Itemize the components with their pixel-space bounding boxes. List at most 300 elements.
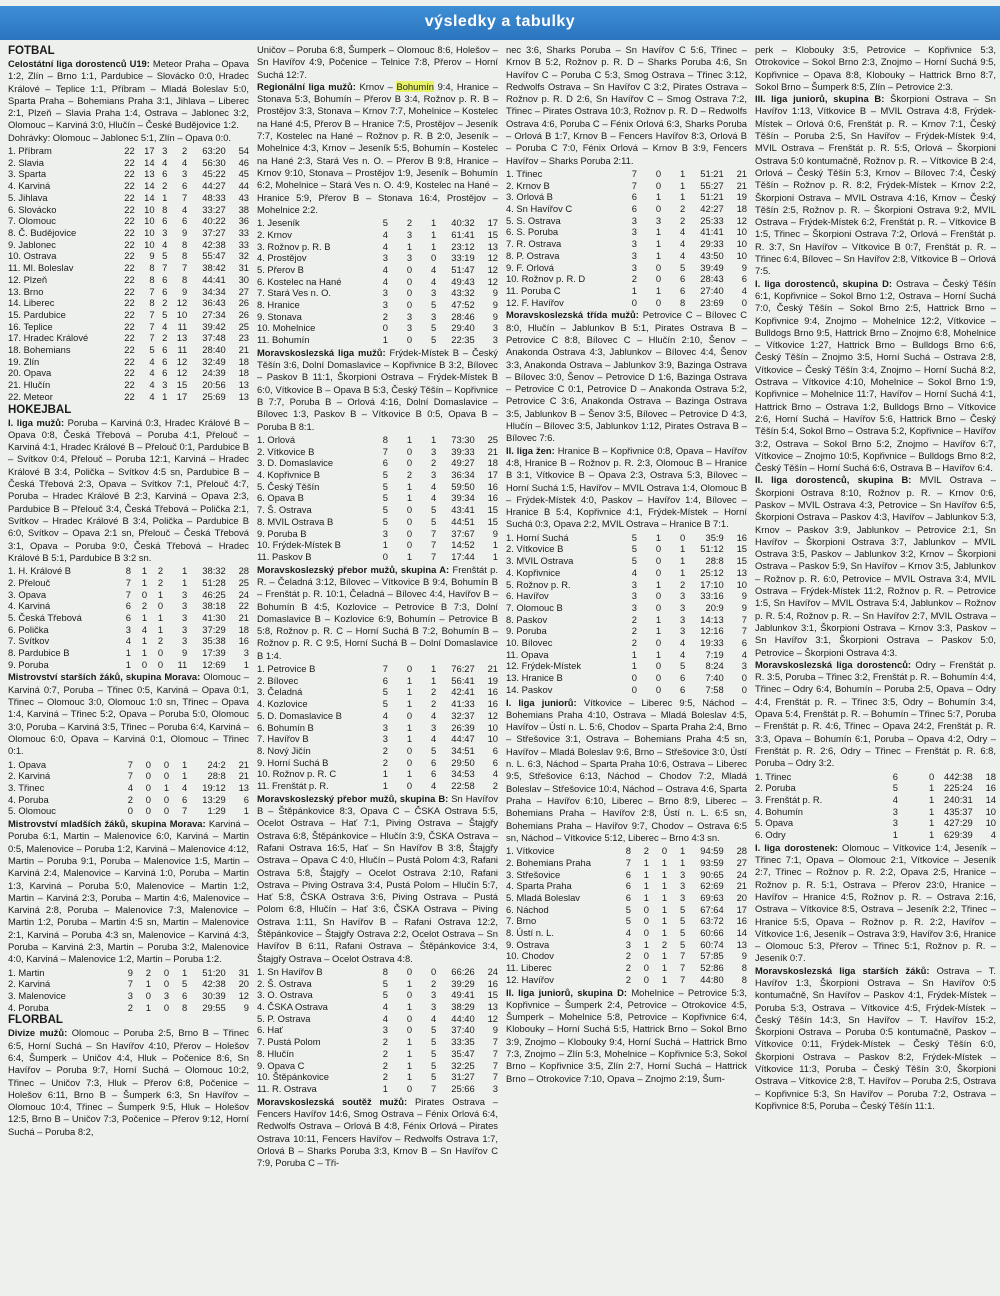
points-cell: 9 bbox=[741, 601, 747, 613]
stat-cell: 6 bbox=[181, 990, 188, 1001]
stat-cell: 5 bbox=[631, 555, 637, 567]
score-cell: 31:27 bbox=[451, 1071, 475, 1083]
team-name: 9. Opava C bbox=[257, 1059, 305, 1071]
score-cell: 25:66 bbox=[451, 1083, 475, 1094]
stat-cell: 1 bbox=[655, 191, 662, 203]
stat-cell: 1 bbox=[430, 240, 437, 252]
table-row bbox=[8, 782, 249, 794]
stat-cell: 1 bbox=[631, 660, 637, 672]
team-name: 6. Slovácko bbox=[8, 203, 57, 215]
results-paragraph bbox=[8, 58, 249, 132]
score-cell: 33:16 bbox=[700, 590, 724, 602]
team-name: 7. Olomouc bbox=[8, 215, 56, 227]
points-cell: 19 bbox=[736, 191, 747, 203]
stat-cell: 5 bbox=[382, 515, 388, 527]
results-paragraph bbox=[755, 659, 996, 770]
stat-cell: 5 bbox=[430, 334, 437, 346]
stat-cell: 0 bbox=[406, 780, 413, 792]
stat-cell: 1 bbox=[162, 390, 168, 402]
team-name: 9. Jablonec bbox=[8, 238, 56, 250]
stat-cell: 0 bbox=[655, 179, 662, 191]
score-cell: 35:38 bbox=[202, 635, 226, 647]
stat-cell: 5 bbox=[679, 927, 686, 939]
column-3 bbox=[506, 44, 747, 1292]
stat-cell: 7 bbox=[181, 262, 188, 274]
table-row bbox=[8, 274, 249, 286]
table-row bbox=[8, 239, 249, 251]
stat-cell: 14 bbox=[144, 180, 155, 192]
points-cell: 1 bbox=[492, 539, 498, 551]
stat-cell: 1 bbox=[406, 433, 413, 445]
table-row bbox=[506, 637, 747, 649]
points-cell: 21 bbox=[736, 167, 747, 179]
results-paragraph bbox=[8, 671, 249, 757]
team-name: 4. Bohumín bbox=[755, 805, 803, 817]
stat-cell: 1 bbox=[661, 903, 668, 915]
points-cell: 3 bbox=[492, 322, 498, 334]
stat-cell: 1 bbox=[655, 238, 662, 250]
team-name: 18. Bohemians bbox=[8, 344, 71, 356]
team-name: 12. Frýdek-Místek bbox=[506, 660, 582, 672]
competition-name: Moravskoslezská třída mužů: bbox=[506, 309, 639, 321]
stat-cell: 2 bbox=[643, 845, 650, 857]
stat-cell: 0 bbox=[157, 600, 164, 612]
stat-cell: 1 bbox=[655, 578, 662, 590]
stat-cell: 5 bbox=[679, 938, 686, 950]
results-paragraph bbox=[257, 81, 498, 216]
table-row bbox=[257, 780, 498, 792]
stat-cell: 2 bbox=[625, 973, 631, 985]
team-name: 5. Olomouc bbox=[8, 805, 56, 817]
score-cell: 44:41 bbox=[202, 273, 226, 285]
stat-cell: 5 bbox=[892, 782, 899, 794]
stat-cell: 0 bbox=[406, 527, 413, 539]
table-row bbox=[257, 1001, 498, 1013]
stat-cell: 2 bbox=[430, 457, 437, 469]
stat-cell: 4 bbox=[149, 390, 155, 402]
stat-cell: 4 bbox=[382, 263, 388, 275]
table-row bbox=[257, 663, 498, 675]
table-row bbox=[257, 469, 498, 481]
points-cell: 19 bbox=[487, 674, 498, 686]
points-cell: 14 bbox=[985, 793, 996, 805]
table-row bbox=[506, 845, 747, 857]
stat-cell: 2 bbox=[679, 214, 686, 226]
stat-cell: 2 bbox=[430, 686, 437, 698]
stat-cell: 0 bbox=[406, 965, 413, 977]
standings-table bbox=[8, 145, 249, 402]
score-cell: 42:27 bbox=[700, 203, 724, 215]
points-cell: 3 bbox=[243, 647, 249, 659]
points-cell: 18 bbox=[487, 457, 498, 469]
stat-cell: 5 bbox=[181, 978, 188, 990]
stat-cell: 3 bbox=[382, 287, 388, 299]
stat-cell: 3 bbox=[382, 1024, 388, 1036]
stat-cell: 0 bbox=[655, 601, 662, 613]
stat-cell: 22 bbox=[124, 332, 135, 344]
stat-cell: 7 bbox=[679, 950, 686, 962]
table-row bbox=[506, 857, 747, 869]
score-cell: 33:35 bbox=[451, 1036, 475, 1048]
stat-cell: 8 bbox=[181, 250, 188, 262]
points-cell: 15 bbox=[736, 555, 747, 567]
score-cell: 38:18 bbox=[202, 600, 226, 612]
stat-cell: 5 bbox=[430, 1059, 437, 1071]
table-row bbox=[257, 217, 498, 229]
points-cell: 21 bbox=[238, 758, 249, 770]
stat-cell: 3 bbox=[631, 238, 637, 250]
team-name: 5. Mladá Boleslav bbox=[506, 891, 580, 903]
stat-cell: 4 bbox=[625, 927, 631, 939]
stat-cell: 1 bbox=[181, 770, 188, 782]
stat-cell: 11 bbox=[177, 320, 188, 332]
stat-cell: 5 bbox=[382, 686, 388, 698]
stat-cell: 1 bbox=[679, 555, 686, 567]
competition-name: Mistrovství starších žáků, skupina Morava: bbox=[8, 671, 201, 683]
stat-cell: 4 bbox=[181, 781, 188, 793]
competition-name: II. liga žen: bbox=[506, 444, 555, 456]
table-row bbox=[506, 974, 747, 986]
team-name: 4. Sn Havířov C bbox=[506, 203, 573, 215]
competition-name: Moravskoslezská liga dorostenců: bbox=[755, 658, 912, 670]
score-cell: 19:33 bbox=[700, 637, 724, 649]
stat-cell: 4 bbox=[679, 226, 686, 238]
score-cell: 28:43 bbox=[700, 273, 724, 285]
stat-cell: 5 bbox=[430, 515, 437, 527]
stat-cell: 3 bbox=[127, 990, 133, 1001]
table-row bbox=[257, 1024, 498, 1036]
stat-cell: 0 bbox=[655, 296, 662, 308]
table-row bbox=[8, 332, 249, 344]
stat-cell: 1 bbox=[406, 674, 413, 686]
table-row bbox=[8, 227, 249, 239]
results-text: Olomouc – Vítkovice 1:4, Jeseník – Třinec 7:1, Opava – Olomouc 2:1, Vítkovice – Jeseník 2:7, Třinec – Rožnov p. R. 2:2, Opava 2:5, Hranice – Rožnov p. R. 5:1, Ostrava – Přerov 23:0, Hranice – Havířov – Hranice 4:5, Rožnov p. R. – Ostrava 2:16, Ostrava – Vítkovice 8:5, Ostrava – Jeseník 2:2, Třinec – Hranice 5:5, Opava – Rožnov p. R. 2:2, Havířov – Vítkovice 1:6, Jeseník – Ostrava 3:9, Havířov 3:6, Hranice – Olomouc 5:3, Přerov – Třinec 5:1, Rožnov p. R. – Jeseník 0:7. bbox=[755, 841, 996, 964]
table-row bbox=[257, 675, 498, 687]
table-row bbox=[257, 264, 498, 276]
stat-cell: 2 bbox=[625, 950, 631, 962]
team-name: 12. F. Havířov bbox=[506, 296, 564, 308]
score-cell: 66:26 bbox=[451, 965, 475, 977]
stat-cell: 3 bbox=[382, 527, 388, 539]
stat-cell: 6 bbox=[679, 672, 686, 684]
column-1 bbox=[8, 44, 249, 1292]
table-row bbox=[8, 1002, 249, 1014]
points-cell: 12 bbox=[736, 214, 747, 226]
stat-cell: 7 bbox=[125, 588, 131, 600]
points-cell: 6 bbox=[243, 793, 249, 805]
table-row bbox=[506, 238, 747, 250]
standings-table bbox=[506, 168, 747, 308]
points-cell: 32 bbox=[238, 250, 249, 262]
stat-cell: 1 bbox=[141, 565, 148, 577]
table-row bbox=[8, 647, 249, 659]
stat-cell: 0 bbox=[406, 756, 413, 768]
stat-cell: 0 bbox=[655, 637, 662, 649]
table-row bbox=[257, 322, 498, 334]
team-name: 10. Štěpánkovice bbox=[257, 1071, 329, 1083]
stat-cell: 3 bbox=[430, 445, 437, 457]
stat-cell: 1 bbox=[406, 733, 413, 745]
points-cell: 12 bbox=[487, 709, 498, 721]
score-cell: 34:53 bbox=[451, 768, 475, 780]
stat-cell: 7 bbox=[149, 285, 155, 297]
team-name: 12. Havířov bbox=[506, 973, 554, 985]
stat-cell: 3 bbox=[181, 588, 188, 600]
stat-cell: 1 bbox=[661, 927, 668, 939]
points-cell: 13 bbox=[736, 566, 747, 578]
team-name: 8. Paskov bbox=[506, 613, 548, 625]
stat-cell: 6 bbox=[382, 457, 388, 469]
score-cell: 59:50 bbox=[451, 480, 475, 492]
stat-cell: 1 bbox=[661, 856, 668, 868]
stat-cell: 1 bbox=[162, 191, 168, 203]
stat-cell: 3 bbox=[163, 990, 170, 1001]
stat-cell: 4 bbox=[127, 781, 133, 793]
stat-cell: 7 bbox=[430, 1083, 437, 1094]
results-paragraph bbox=[755, 965, 996, 1113]
stat-cell: 1 bbox=[406, 698, 413, 710]
stat-cell: 7 bbox=[631, 167, 637, 179]
stat-cell: 1 bbox=[661, 880, 668, 892]
stat-cell: 0 bbox=[163, 793, 170, 805]
score-cell: 42:38 bbox=[202, 978, 226, 990]
stat-cell: 6 bbox=[181, 180, 188, 192]
table-row bbox=[506, 250, 747, 262]
stat-cell: 5 bbox=[625, 915, 631, 927]
stat-cell: 22 bbox=[124, 203, 135, 215]
table-row bbox=[257, 1048, 498, 1060]
table-row bbox=[506, 869, 747, 881]
team-name: 1. Třinec bbox=[755, 770, 792, 782]
table-row bbox=[257, 1060, 498, 1072]
sport-heading: FOTBAL bbox=[8, 45, 55, 57]
stat-cell: 1 bbox=[430, 217, 437, 229]
team-name: 2. Vítkovice B bbox=[257, 445, 315, 457]
stat-cell: 13 bbox=[144, 168, 155, 180]
team-name: 6. Kostelec na Hané bbox=[257, 275, 342, 287]
team-name: 1. Sn Havířov B bbox=[257, 965, 323, 977]
team-name: 5. S. Ostrava bbox=[506, 214, 561, 226]
stat-cell: 3 bbox=[679, 868, 686, 880]
stat-cell: 0 bbox=[643, 927, 650, 939]
points-cell: 9 bbox=[492, 527, 498, 539]
score-cell: 44:47 bbox=[451, 733, 475, 745]
stat-cell: 0 bbox=[141, 658, 148, 670]
points-cell: 16 bbox=[487, 698, 498, 710]
competition-name: Moravskoslezský přebor mužů, skupina B: bbox=[257, 792, 449, 804]
stat-cell: 3 bbox=[631, 590, 637, 602]
stat-cell: 0 bbox=[145, 990, 152, 1001]
points-cell: 16 bbox=[487, 977, 498, 989]
results-paragraph bbox=[755, 474, 996, 658]
stat-cell: 3 bbox=[655, 214, 662, 226]
stat-cell: 22 bbox=[124, 344, 135, 356]
stat-cell: 5 bbox=[382, 977, 388, 989]
stat-cell: 0 bbox=[163, 966, 170, 978]
score-cell: 51:21 bbox=[700, 191, 724, 203]
table-row bbox=[257, 299, 498, 311]
stat-cell: 0 bbox=[655, 167, 662, 179]
score-cell: 7:19 bbox=[705, 648, 724, 660]
table-row bbox=[257, 989, 498, 1001]
table-row bbox=[506, 285, 747, 297]
results-text: Frýdek-Místek B – Český Těšín 3:6, Dolní Domaslavice – Kopřivnice B 3:2, Bílovec – Paskov B 11:1, Škorpioni Ostrava – Frýdek-Místek B 6:0, Vítkovice B – Opava B 5:3, Český Těšín – Kopřivnice B 7:7, Poruba B – Orlová 4:16, Dolní Domaslavice – Bílovec 1:3, Paskov B – Vítkovice B 0:5, Opava B – Poruba B 8:1. bbox=[257, 346, 498, 432]
stat-cell: 0 bbox=[679, 531, 686, 543]
stat-cell: 4 bbox=[149, 355, 155, 367]
score-cell: 46:25 bbox=[202, 588, 226, 600]
table-row bbox=[506, 939, 747, 951]
table-row bbox=[8, 565, 249, 577]
stat-cell: 8 bbox=[149, 297, 155, 309]
score-cell: 17:39 bbox=[202, 647, 226, 659]
stat-cell: 5 bbox=[430, 322, 437, 334]
team-name: 3. Rožnov p. R. B bbox=[257, 240, 331, 252]
stat-cell: 0 bbox=[406, 287, 413, 299]
stat-cell: 0 bbox=[406, 515, 413, 527]
points-cell: 15 bbox=[736, 543, 747, 555]
stat-cell: 0 bbox=[145, 805, 152, 817]
stat-cell: 1 bbox=[679, 856, 686, 868]
score-cell: 34:51 bbox=[451, 745, 475, 756]
team-name: 4. Karviná bbox=[8, 180, 51, 192]
points-cell: 15 bbox=[487, 515, 498, 527]
team-name: 4. ČSKA Ostrava bbox=[257, 1001, 328, 1013]
points-cell: 25 bbox=[487, 433, 498, 445]
stat-cell: 6 bbox=[162, 215, 168, 227]
stat-cell: 1 bbox=[655, 285, 662, 296]
highlighted-text: Bohumín bbox=[396, 80, 434, 92]
team-name: 5. D. Domaslavice B bbox=[257, 709, 342, 721]
table-row bbox=[8, 967, 249, 979]
score-cell: 28:46 bbox=[451, 310, 475, 322]
stat-cell: 3 bbox=[181, 168, 188, 180]
stat-cell: 0 bbox=[631, 683, 637, 695]
stat-cell: 5 bbox=[679, 903, 686, 915]
points-cell: 25 bbox=[238, 320, 249, 332]
table-row bbox=[506, 625, 747, 637]
stat-cell: 1 bbox=[181, 966, 188, 978]
stat-cell: 0 bbox=[655, 683, 662, 695]
stat-cell: 3 bbox=[406, 322, 413, 334]
stat-cell: 5 bbox=[382, 989, 388, 1001]
score-cell: 90:65 bbox=[700, 868, 724, 880]
table-row bbox=[506, 649, 747, 661]
results-text: Krnov – bbox=[355, 80, 397, 92]
stat-cell: 22 bbox=[124, 320, 135, 332]
stat-cell: 1 bbox=[679, 179, 686, 191]
score-cell: 61:41 bbox=[451, 228, 475, 240]
results-text: perk – Klobouky 3:5, Petrovice – Kopřivnice 5:3, Otrokovice – Sokol Brno 2:3, Znojmo – Horní Suchá 9:5, Kopřivnice – Opava 8:8, Klobouky – Hattrick Brno 8:7, Sokol Brno – Šumperk 8:5, Zlín – Petrovice 2:3. bbox=[755, 44, 996, 92]
team-name: 13. Brno bbox=[8, 285, 44, 297]
team-name: 7. Havířov B bbox=[257, 733, 309, 745]
stat-cell: 6 bbox=[181, 793, 188, 805]
score-cell: 25:33 bbox=[700, 214, 724, 226]
score-cell: 67:64 bbox=[700, 903, 724, 915]
table-row bbox=[8, 612, 249, 624]
stat-cell: 7 bbox=[181, 191, 188, 203]
score-cell: 43:50 bbox=[700, 249, 724, 261]
table-row bbox=[8, 759, 249, 771]
stat-cell: 2 bbox=[162, 180, 168, 192]
stat-cell: 1 bbox=[163, 781, 170, 793]
results-text: Hranice B – Kopřivnice 0:8, Opava – Havířov 4:8, Hranice B – Rožnov p. R. 2:3, Olomouc B – Hranice B 3:1, Vítkovice B – Opava 2:3, Ostrava 5:3, Bílovec – Horní Suchá 1:5, Havířov – MVIL Ostrava 1:4, Olomouc B – Frýdek-Místek 4:0, Paskov – Havířov 1:4, Bílovec – Hranice B 5:4, Kopřivnice 4:1, Frýdek-Místek – Horní Suchá 0:3, Opava 2:2, MVIL Ostrava – Hranice B 7:1. bbox=[506, 444, 747, 530]
table-row bbox=[8, 356, 249, 368]
team-name: 9. Poruba bbox=[506, 625, 547, 637]
points-cell: 7 bbox=[492, 1059, 498, 1071]
stat-cell: 3 bbox=[430, 989, 437, 1001]
score-cell: 35:9 bbox=[705, 531, 724, 543]
points-cell: 21 bbox=[487, 445, 498, 457]
results-text: nec 3:6, Sharks Poruba – Sn Havířov C 5:6, Třinec – Krnov B 5:2, Rožnov p. R. D – Sharks Poruba 4:6, Sn Havířov C – Poruba C 5:3, Smog Ostrava – Třinec 3:12, Redwolfs Ostrava – Sn Havířov C 3:2, Pirates Ostrava – Rožnov p. R. D 2:6, Sn Havířov C – Smog Ostrava 7:2, Třinec – Pirates Ostrava 10:3, Rožnov p. R. D – Redwolfs Ostrava 4:6, Poruba C – Fénix Orlová 6:3, Sharks Poruba – Orlová B 1:7, Krnov B – Fencers Havířov 8:3, Orlová B – Poruba C 7:0, Fénix Orlová – Krnov B 3:9, Fencers Havířov – Sharks Poruba 2:11. bbox=[506, 44, 747, 166]
team-name: 3. O. Ostrava bbox=[257, 989, 313, 1001]
score-cell: 17:10 bbox=[700, 578, 724, 590]
table-row bbox=[506, 543, 747, 555]
results-paragraph bbox=[8, 1027, 249, 1138]
results-text: Ostrava – Český Těšín 6:1, Kopřivnice – Sokol Brno 1:2, Ostrava – Horní Suchá 7:0, Český Těšín – Sokol Brno 2:5, Hattrick Brno – Kopřivnice 9:4, Znojmo – Mohelnice 12:2, Vítkovice – Bulldogs Brno 9:5, Hattrick Brno – Znojmo 6:8, Mohelnice – Vítkovice 1:27, Hattrick Brno – Bulldogs Brno 6:6, Český Těšín – Znojmo 3:5, Horní Suchá – Ostrava 2:8, Vítkovice – Český Těšín 3:4, Znojmo – Horní Suchá 8:2, Ostrava – Vítkovice 4:10, Mohelnice – Sokol Brno 1:9, Kopřivnice – Mohelnice 11:7, Havířov – Horní Suchá 4:1, Hattrick Brno – Ostrava 1:2, Bulldogs Brno – Vítkovice 2:6, Horní Suchá – Havířov 5:6, Hattrick Brno – Český Těšín 5:4, Sokol Brno – Ostrava 5:2, Kopřivnice – Havířov 3:2, Ostrava – Sokol Brno 5:2, Znojmo – Havířov 6:7, Vítkovice – Znojmo 10:5, Kopřivnice – Bulldogs Brno 8:2, Český Těšín – Horní Suchá 6:6, Ostrava B – Havířov 6:4. bbox=[755, 277, 996, 474]
stat-cell: 9 bbox=[181, 647, 188, 659]
results-text: Odry – Frenštát p. R. 3:5, Poruba – Třinec 3:2, Frenštát p. R. – Bohumín 4:4, Třinec – Odry 6:4, Bohumín – Poruba 2:5, Opava – Odry 4:4, Frenštát p. R. – Třinec 3:5, Odry – Bohumín 3:4, Opava 5:4, Frenštát p. R. – Bohumín – Třinec 5:7, Poruba – Frenštát p. R. 4:6, Třinec – Opava 24:2, Frenštát p. R. 3:3, Opava – Bohumín 6:1, Poruba – Opava 4:2, Odry – Frenštát p. R. 2:6, Odry – Třinec – Frenštát p. R. 6:8, Poruba – Odry 3:2. bbox=[755, 658, 996, 769]
stat-cell: 0 bbox=[406, 299, 413, 311]
table-row bbox=[257, 745, 498, 757]
results-text: Frenštát p. R. – Čeladná 3:12, Bílovec – Vítkovice B 9:4, Bohumín B – Frenštát p. R. 10:1, Čeladná – Bílovec 4:4, Havířov B – Bohumín B 4:5, Kozlovice – Petrovice B 7:3, Dolní Domaslavice B – Kozlovice 6:9, Bohumín – Petrovice B 5:8, Rožnov p. R. C – Horní Suchá B 7:2, Bohumín B – Rožnov p. R. C 9:5, Horní Suchá B – Dolní Domaslavice B 1:4. bbox=[257, 563, 498, 661]
stat-cell: 1 bbox=[406, 240, 413, 252]
team-name: 11. Ml. Boleslav bbox=[8, 262, 74, 274]
stat-cell: 3 bbox=[679, 880, 686, 892]
team-name: 1. Třinec bbox=[506, 167, 543, 179]
stat-cell: 2 bbox=[679, 578, 686, 590]
competition-name: I. liga dorostenek: bbox=[755, 841, 839, 853]
results-paragraph bbox=[257, 1096, 498, 1170]
table-row bbox=[257, 516, 498, 528]
points-cell: 9 bbox=[741, 590, 747, 602]
score-cell: 37:40 bbox=[451, 1024, 475, 1036]
results-text: Ostrava – T. Havířov 1:3, Škorpioni Ostrava – Sn Havířov 0:5 kontumačně, Sn Havířov – Paskov 4:1, Frýdek-Místek – Poruba 5:3, Ostrava – Vítkovice 4:5, Frýdek-Místek – Český Těšín 14:3, Sn Havířov – T. Havířov 15:2, Škorpioni Ostrava – Poruba 0:5 kontumačně, Paskov – Vítkovice 0:11, Frýdek-Místek – Český Těšín 6:0, Škorpioni Ostrava – Paskov 8:2, Frýdek-Místek – Vítkovice 11:3, Poruba – Český Těšín 3:0, Škorpioni Ostrava – Vítkovice 2:8, T. Havířov – Poruba 2:5, Ostrava – Kopřivnice 5:3, Sn Havířov – Poruba 7:2, Ostrava – Kopřivnice 8:5, Poruba – Český Těšín 11:1. bbox=[755, 964, 996, 1111]
score-cell: 26:39 bbox=[451, 721, 475, 733]
stat-cell: 1 bbox=[928, 793, 935, 805]
results-paragraph bbox=[8, 132, 249, 144]
points-cell: 54 bbox=[238, 145, 249, 157]
stat-cell: 5 bbox=[382, 492, 388, 504]
stat-cell: 2 bbox=[430, 977, 437, 989]
points-cell: 16 bbox=[487, 492, 498, 504]
stat-cell: 5 bbox=[631, 531, 637, 543]
score-cell: 39:29 bbox=[451, 977, 475, 989]
team-name: 4. Kopřivnice B bbox=[257, 469, 321, 481]
points-cell: 6 bbox=[741, 637, 747, 649]
table-row bbox=[257, 757, 498, 769]
stat-cell: 22 bbox=[124, 215, 135, 227]
team-name: 11. Poruba C bbox=[506, 285, 561, 296]
stat-cell: 1 bbox=[406, 480, 413, 492]
stat-cell: 22 bbox=[124, 145, 135, 157]
stat-cell: 7 bbox=[149, 332, 155, 344]
points-cell: 30 bbox=[238, 273, 249, 285]
table-row bbox=[257, 241, 498, 253]
stat-cell: 0 bbox=[406, 1024, 413, 1036]
team-name: 11. Paskov B bbox=[257, 551, 312, 562]
table-row bbox=[257, 504, 498, 516]
team-name: 11. Bohumín bbox=[257, 334, 310, 346]
stat-cell: 4 bbox=[679, 238, 686, 250]
standings-table bbox=[257, 966, 498, 1095]
stat-cell: 2 bbox=[382, 756, 388, 768]
score-cell: 225:24 bbox=[944, 782, 973, 794]
table-row bbox=[506, 180, 747, 192]
team-name: 3. Třinec bbox=[8, 781, 45, 793]
points-cell: 8 bbox=[741, 973, 747, 985]
stat-cell: 22 bbox=[124, 191, 135, 203]
stat-cell: 1 bbox=[141, 611, 148, 623]
